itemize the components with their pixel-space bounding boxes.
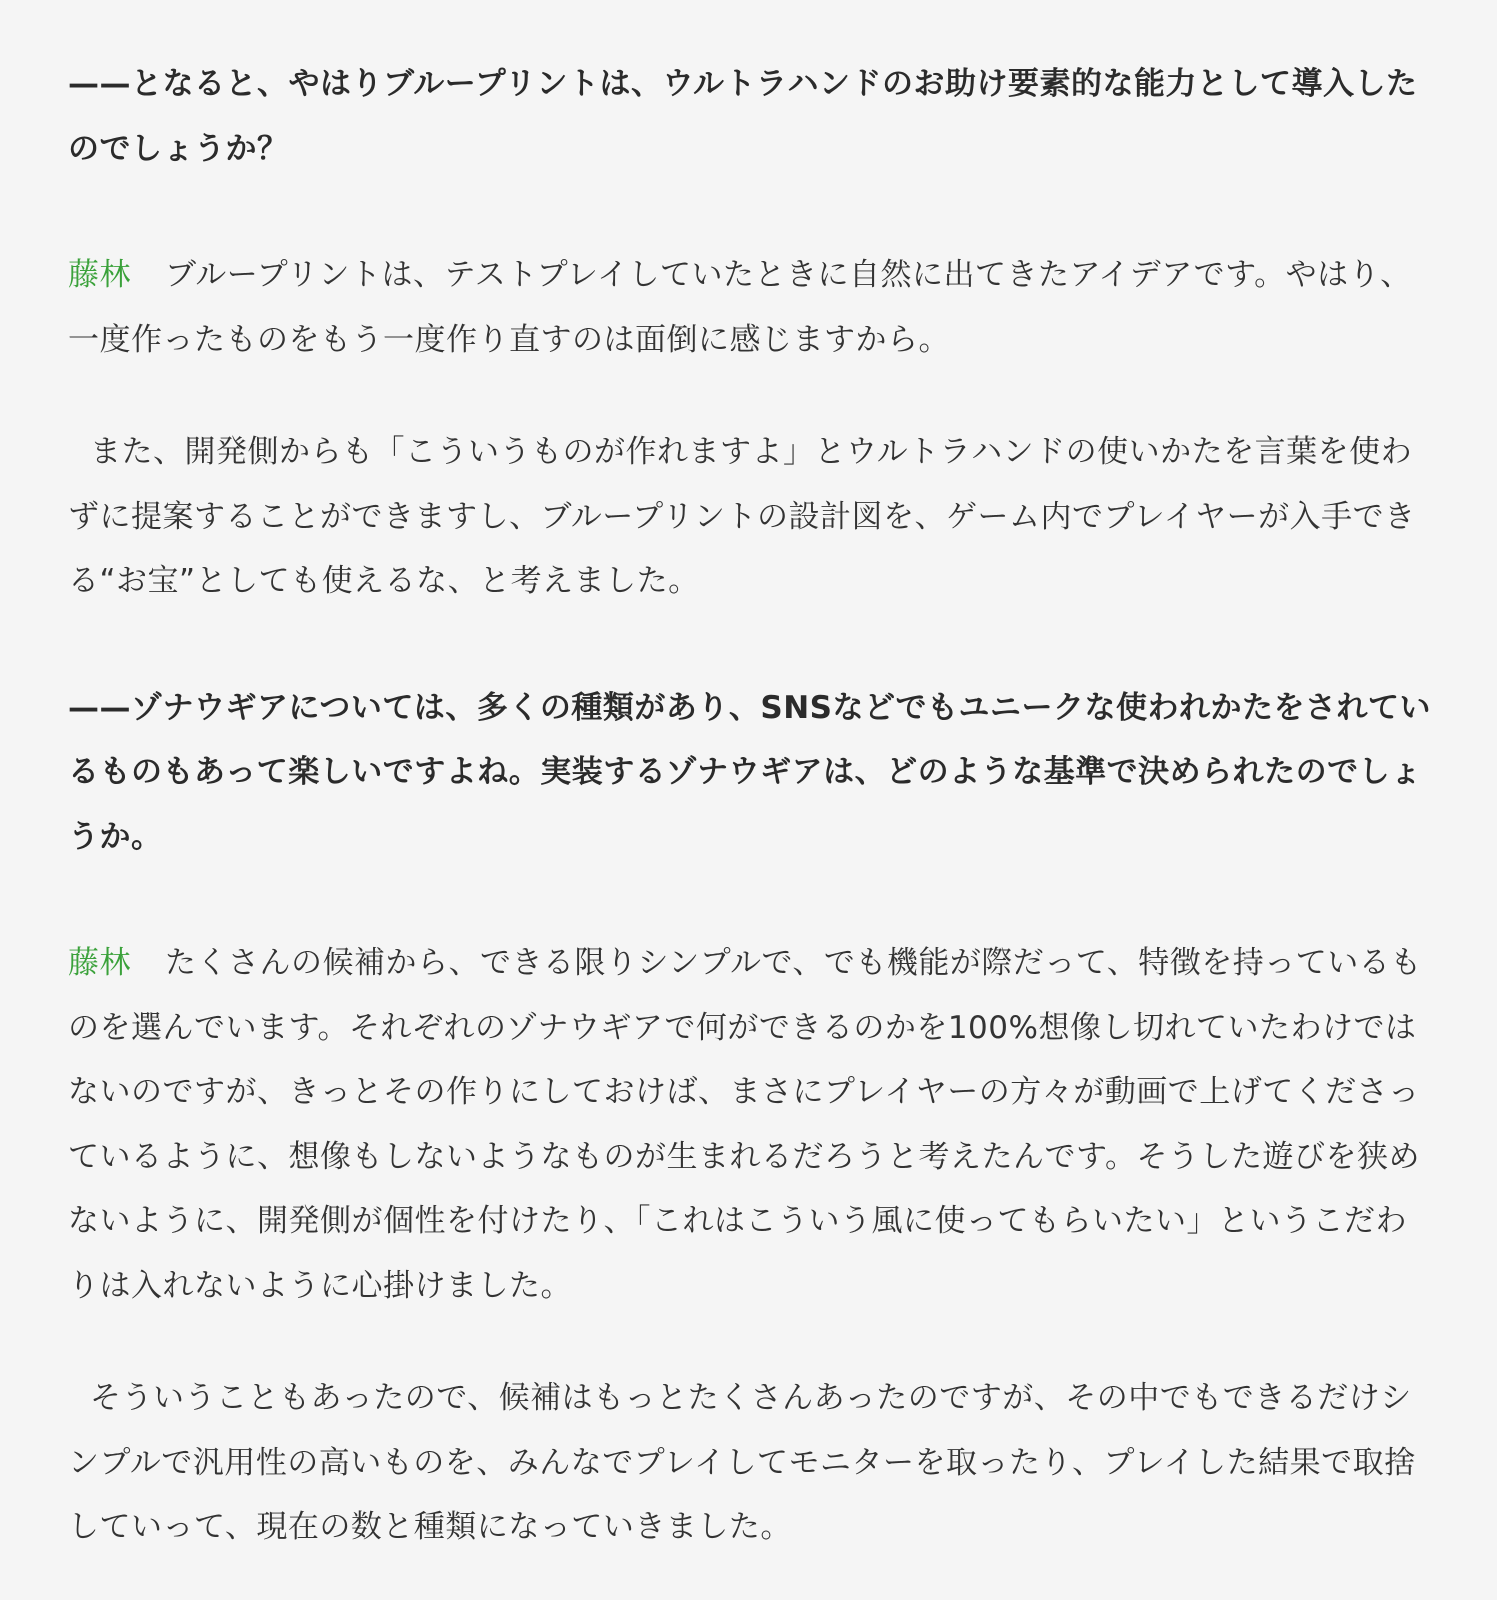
answer-1-text-1: ブループリントは、テストプレイしていたときに自然に出てきたアイデアです。やはり、一度作ったものをもう一度作り直すのは面倒に感じますから。	[68, 257, 1412, 358]
answer-2-paragraph-2	[68, 1366, 1436, 1560]
speaker-name: 藤林	[68, 257, 131, 293]
answer-1-paragraph-2	[68, 420, 1436, 614]
interviewer-question-2: ——ゾナウギアについては、多くの種類があり、SNSなどでもユニークな使われかたをされているものもあって楽しいですよね。実装するゾナウギアは、どのような基準で決められたのでしょうか。	[68, 689, 1431, 855]
speaker-name: 藤林	[68, 945, 131, 981]
answer-1-paragraph-1	[68, 243, 1436, 372]
answer-1-text-2: また、開発側からも「こういうものが作れますよ」とウルトラハンドの使いかたを言葉を使わずに提案することができますし、ブループリントの設計図を、ゲーム内でプレイヤーが入手できる“お宝”としても使えるな、と考えました。	[68, 434, 1416, 599]
answer-2-text-2: そういうこともあったので、候補はもっとたくさんあったのですが、その中でもできるだけシンプルで汎用性の高いものを、みんなでプレイしてモニターを取ったり、プレイした結果で取捨していって、現在の数と種類になっていきました。	[68, 1380, 1416, 1545]
interview-article	[68, 52, 1436, 1560]
answer-2-paragraph-1	[68, 931, 1436, 1318]
interviewer-question-1: ——となると、やはりブループリントは、ウルトラハンドのお助け要素的な能力として導入したのでしょうか？	[68, 66, 1418, 167]
answer-2-text-1: たくさんの候補から、できる限りシンプルで、でも機能が際だって、特徴を持っているものを選んでいます。それぞれのゾナウギアで何ができるのかを100%想像し切れていたわけではないのですが、きっとその作りにしておけば、まさにプレイヤーの方々が動画で上げてくださっているように、想像もしないようなものが生まれるだろうと考えたんです。そうした遊びを狭めないように、開発側が個性を付けたり、「これはこういう風に使ってもらいたい」というこだわりは入れないように心掛けました。	[68, 945, 1422, 1304]
